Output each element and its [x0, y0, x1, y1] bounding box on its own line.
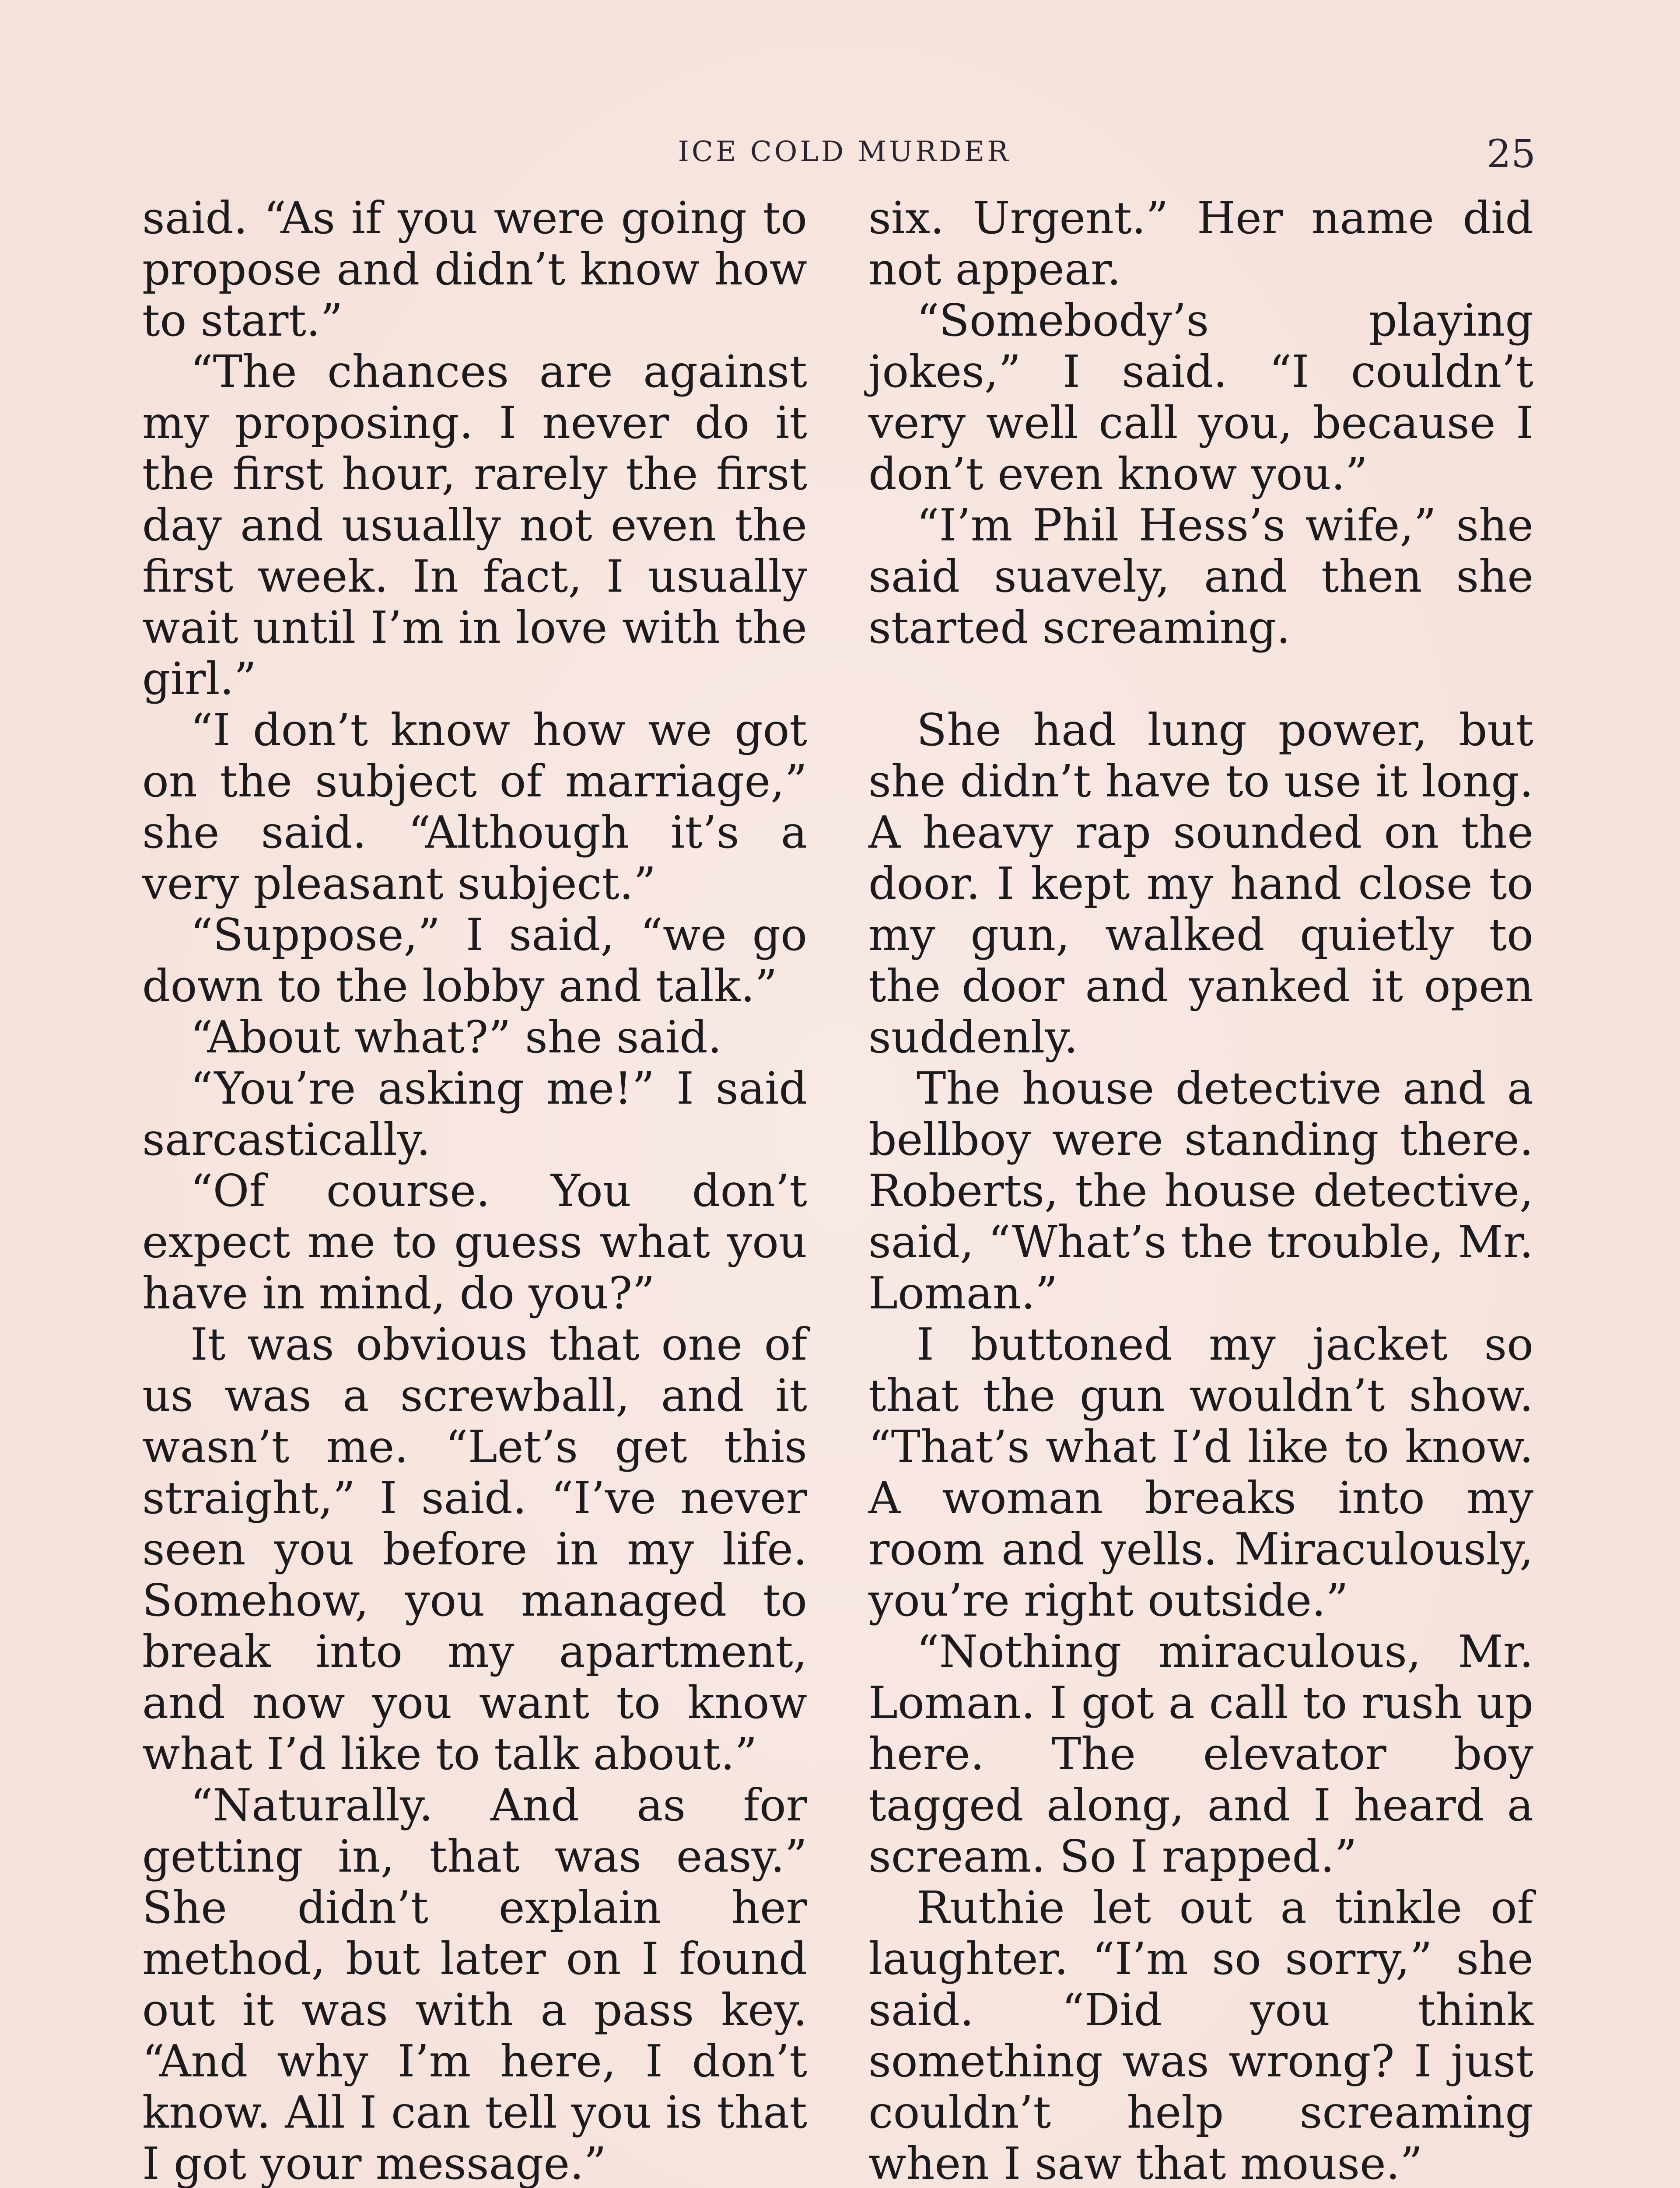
paragraph: “You’re asking me!” I said sarcastically. — [142, 1062, 807, 1165]
paragraph: “About what?” she said. — [190, 1011, 722, 1063]
page-number: 25 — [1487, 131, 1536, 176]
paragraph: said. “As if you were going to propose and didn’t know how to start.” — [142, 192, 807, 346]
paragraph: “Suppose,” I said, “we go down to the lobby and talk.” — [142, 909, 807, 1012]
paragraph: She had lung power, but she didn’t have to use it long. A heavy rap sounded on the door. I kept my hand close to my gun, walked quietly to the door and yanked it open suddenly. — [868, 704, 1533, 1063]
paragraph: “I don’t know how we got on the subject of marriage,” she said. “Although it’s a very pleasant subject.” — [142, 704, 807, 909]
paragraph: “The chances are against my proposing. I never do it the first hour, rarely the first day and usually not even the first week. In fact, I usually wait until I’m in love with the girl.” — [142, 346, 807, 705]
text-column-right — [868, 193, 1533, 2188]
paragraph: “I’m Phil Hess’s wife,” she said suavely, and then she started screaming. — [868, 499, 1533, 653]
paragraph: “Nothing miraculous, Mr. Loman. I got a call to rush up here. The elevator boy tagged along, and I heard a scream. So I rapped.” — [868, 1626, 1533, 1882]
paragraph: six. Urgent.” Her name did not appear. — [868, 192, 1533, 295]
paragraph: The house detective and a bellboy were standing there. Roberts, the house detective, said, “What’s the trouble, Mr. Loman.” — [868, 1062, 1533, 1319]
paragraph: I buttoned my jacket so that the gun wouldn’t show. “That’s what I’d like to know. A woman breaks into my room and yells. Miraculously, you’re right outside.” — [868, 1318, 1533, 1626]
paragraph: “Of course. You don’t expect me to guess what you have in mind, do you?” — [142, 1165, 807, 1319]
running-title: ICE COLD MURDER — [678, 136, 1011, 168]
paragraph: “Somebody’s playing jokes,” I said. “I couldn’t very well call you, because I don’t even know you.” — [868, 295, 1533, 500]
paragraph: Ruthie let out a tinkle of laughter. “I’m so sorry,” she said. “Did you think something was wrong? I just couldn’t help screaming when I saw that mouse.” — [868, 1882, 1533, 2188]
paragraph: “Naturally. And as for getting in, that was easy.” She didn’t explain her method, but later on I found out it was with a pass key. “And why I’m here, I don’t know. All I can tell you is that I got your message.” — [142, 1779, 807, 2188]
paragraph: It was obvious that one of us was a screwball, and it wasn’t me. “Let’s get this straight,” I said. “I’ve never seen you before in my life. Somehow, you managed to break into my apartment, and now you want to know what I’d like to talk about.” — [142, 1318, 807, 1780]
page-header — [0, 127, 1680, 179]
text-column-left — [142, 193, 807, 2188]
